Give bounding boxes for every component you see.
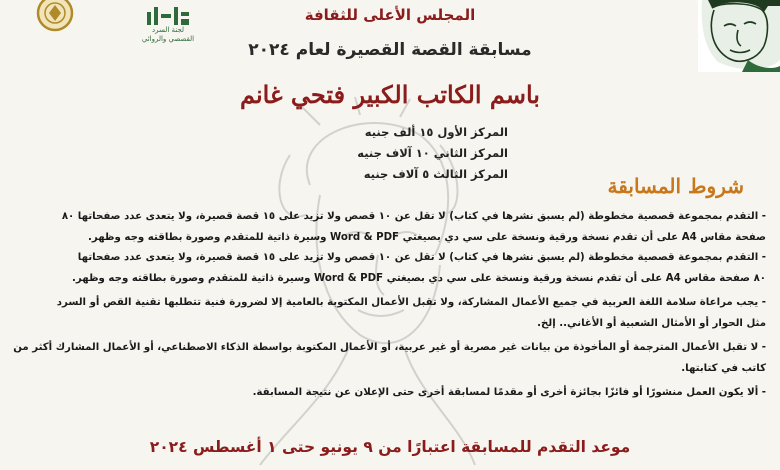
rule-line: ٨٠ صفحة مقاس A4 على أن تقدم نسخة ورقية ونسخة على سي دي بصيغتي Word & PDF وسيرة ذاتية للمتقدم وصورة بطاقته وجه وظهر. bbox=[72, 272, 766, 284]
rule-line: - التقدم بمجموعة قصصية مخطوطة (لم يسبق نشرها في كتاب) لا تقل عن ١٠ قصص ولا تزيد على ١٥ قصة قصيرة، ولا يتعدى عدد صفحاتها ٨٠ bbox=[61, 211, 766, 222]
prize-second: المركز الثاني ١٠ آلاف جنيه bbox=[357, 146, 508, 160]
rule-line: - ألا يكون العمل منشورًا أو فائزًا بجائزة أخرى أو مقدمًا لمسابقة أخرى حتى الإعلان عن نتيجة المسابقة. bbox=[252, 387, 766, 398]
rule-line: مثل الحوار أو الأمثال الشعبية أو الأغاني.. إلخ. bbox=[537, 317, 766, 329]
contest-title: مسابقة القصة القصيرة لعام ٢٠٢٤ bbox=[248, 40, 532, 60]
prize-third: المركز الثالث ٥ آلاف جنيه bbox=[363, 167, 508, 181]
conditions-heading: شروط المسابقة bbox=[607, 174, 744, 198]
council-title: المجلس الأعلى للثقافة bbox=[304, 6, 476, 24]
rules-list bbox=[14, 207, 766, 404]
prizes-list bbox=[288, 122, 508, 185]
rule-line: - لا تقبل الأعمال المترجمة أو المأخوذة من بيانات غير مصرية أو غير عربية، أو الأعمال المكتوبة بواسطة الذكاء الاصطناعي، أو الأعمال المشارك أكثر من bbox=[13, 342, 766, 353]
prize-first: المركز الأول ١٥ ألف جنيه bbox=[364, 125, 508, 139]
rule-line: صفحة مقاس A4 على أن تقدم نسخة ورقية ونسخة على سي دي بصيغتي Word & PDF وسيرة ذاتية للمتقدم وصورة بطاقته وجه وظهر. bbox=[88, 231, 766, 243]
deadline-banner: موعد التقدم للمسابقة اعتبارًا من ٩ يونيو حتى ١ أغسطس ٢٠٢٤ bbox=[149, 438, 631, 456]
writer-name-title: باسم الكاتب الكبير فتحي غانم bbox=[240, 80, 540, 109]
rule-line: كاتب في كتابتها. bbox=[681, 362, 766, 374]
rule-line: - التقدم بمجموعة قصصية مخطوطة (لم يسبق نشرها في كتاب) لا تقل عن ١٠ قصص ولا تزيد على ١٥ قصة قصيرة، ولا يتعدى عدد صفحاتها bbox=[77, 252, 766, 263]
rule-line: - يجب مراعاة سلامة اللغة العربية في جميع الأعمال المشاركة، ولا تقبل الأعمال المكتوبة بالعامية إلا لضرورة فنية تتطلبها تقنية القص أو السرد bbox=[56, 297, 766, 308]
logo-caption: لجنة السرد القصصي والروائي bbox=[141, 26, 195, 43]
